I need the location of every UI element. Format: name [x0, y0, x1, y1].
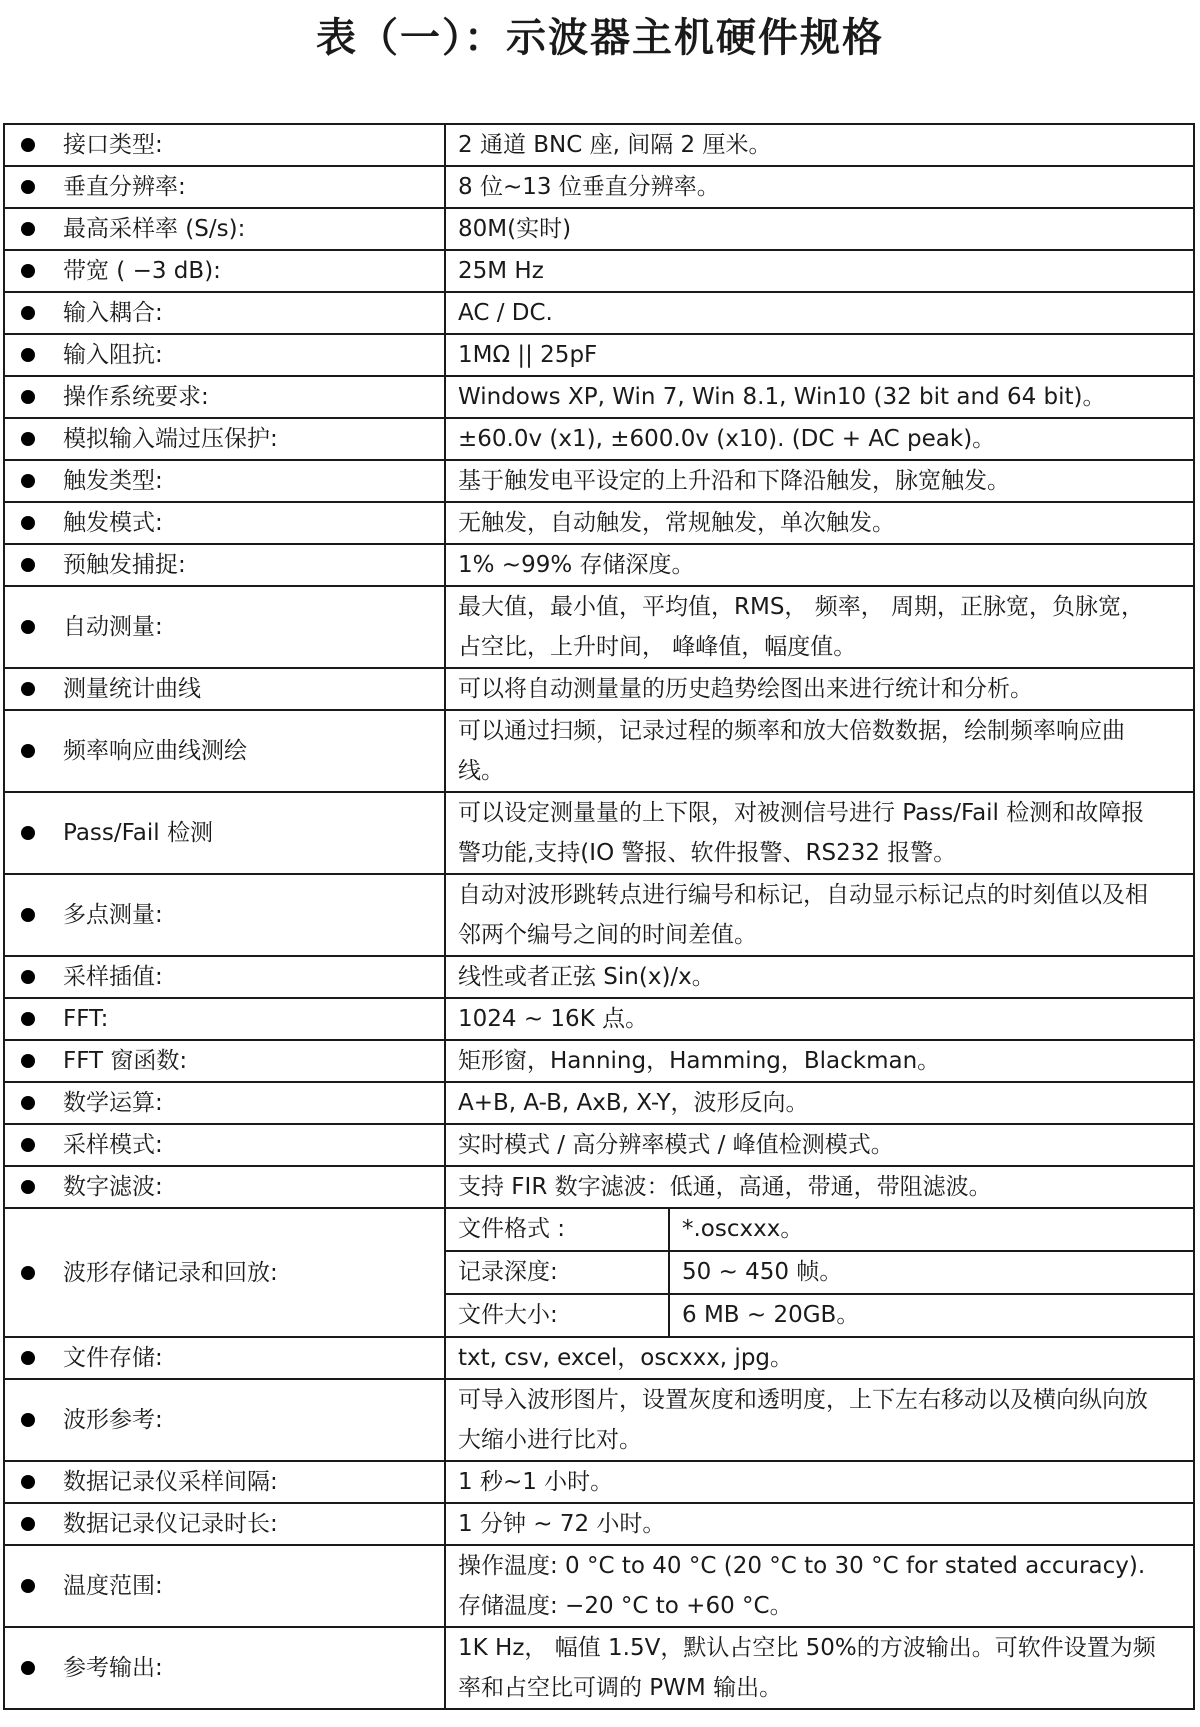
- spec-value-line: 1K Hz， 幅值 1.5V，默认占空比 50%的方波输出。可软件设置为频: [458, 1635, 1156, 1661]
- spec-name-cell: [4, 418, 445, 460]
- spec-value-cell: [445, 1379, 1194, 1461]
- spec-row: [4, 998, 1194, 1040]
- sub-value: 6 MB ~ 20GB。: [682, 1302, 860, 1328]
- bullet-icon: [21, 970, 35, 984]
- sub-key: 记录深度:: [446, 1251, 669, 1294]
- spec-value-cell: [445, 998, 1194, 1040]
- spec-value-cell: [445, 956, 1194, 998]
- spec-name-cell: [4, 166, 445, 208]
- spec-value-line: 2 通道 BNC 座, 间隔 2 厘米。: [458, 132, 772, 158]
- spec-name-cell: [4, 792, 445, 874]
- spec-value-cell: [445, 166, 1194, 208]
- spec-value-line: 线性或者正弦 Sin(x)/x。: [458, 964, 715, 990]
- bullet-icon: [21, 432, 35, 446]
- spec-value-cell: [445, 792, 1194, 874]
- sub-key: 文件格式 :: [446, 1209, 669, 1251]
- spec-row: [4, 460, 1194, 502]
- spec-row: [4, 1461, 1194, 1503]
- spec-name-cell: [4, 460, 445, 502]
- spec-row: [4, 1040, 1194, 1082]
- bullet-icon: [21, 1054, 35, 1068]
- bullet-icon: [21, 138, 35, 152]
- spec-value-line: 大缩小进行比对。: [458, 1427, 642, 1453]
- spec-value-line: A+B, A-B, AxB, X-Y，波形反向。: [458, 1090, 809, 1116]
- spec-row: [4, 544, 1194, 586]
- spec-row: [4, 334, 1194, 376]
- spec-name: 文件存储:: [63, 1345, 163, 1371]
- spec-name: 触发模式:: [63, 510, 163, 536]
- spec-value-cell: [445, 376, 1194, 418]
- bullet-icon: [21, 908, 35, 922]
- spec-name-cell: [4, 502, 445, 544]
- bullet-icon: [21, 1351, 35, 1365]
- spec-value-cell: [445, 1208, 1194, 1337]
- spec-value-line: 1 分钟 ~ 72 小时。: [458, 1511, 666, 1537]
- spec-name-cell: [4, 208, 445, 250]
- spec-name: 触发类型:: [63, 468, 163, 494]
- spec-value-cell: [445, 1040, 1194, 1082]
- spec-value-cell: [445, 250, 1194, 292]
- spec-row: [4, 250, 1194, 292]
- spec-value-cell: [445, 1503, 1194, 1545]
- spec-value-cell: [445, 418, 1194, 460]
- spec-name: 测量统计曲线: [63, 676, 201, 702]
- spec-row: [4, 1166, 1194, 1208]
- spec-value-cell: [445, 1627, 1194, 1709]
- spec-value-line: 80M(实时): [458, 216, 572, 242]
- spec-name-cell: [4, 544, 445, 586]
- spec-row: [4, 1379, 1194, 1461]
- spec-name: 波形存储记录和回放:: [63, 1259, 278, 1286]
- spec-value-line: 邻两个编号之间的时间差值。: [458, 922, 757, 948]
- spec-name: 自动测量:: [63, 614, 163, 640]
- spec-value-line: 实时模式 / 高分辨率模式 / 峰值检测模式。: [458, 1132, 894, 1158]
- bullet-icon: [21, 1266, 35, 1280]
- spec-name-cell: [4, 376, 445, 418]
- bullet-icon: [21, 180, 35, 194]
- spec-value-cell: [445, 208, 1194, 250]
- spec-value-cell: [445, 124, 1194, 166]
- bullet-icon: [21, 516, 35, 530]
- spec-name: 波形参考:: [63, 1407, 163, 1433]
- spec-name-cell: [4, 710, 445, 792]
- spec-value-line: 线。: [458, 758, 504, 784]
- spec-row: [4, 1337, 1194, 1379]
- spec-value-line: 无触发，自动触发，常规触发，单次触发。: [458, 510, 895, 536]
- spec-name: 接口类型:: [63, 132, 163, 158]
- spec-value-cell: [445, 1337, 1194, 1379]
- spec-value-line: 1024 ~ 16K 点。: [458, 1006, 649, 1032]
- bullet-icon: [21, 306, 35, 320]
- spec-name: 预触发捕捉:: [63, 552, 186, 578]
- spec-name: 最高采样率 (S/s):: [63, 216, 246, 242]
- spec-value-line: 率和占空比可调的 PWM 输出。: [458, 1675, 783, 1701]
- sub-row: [446, 1251, 1193, 1294]
- spec-value-cell: [445, 874, 1194, 956]
- spec-name: 数字滤波:: [63, 1174, 163, 1200]
- spec-row: [4, 1627, 1194, 1709]
- spec-name-cell: [4, 1379, 445, 1461]
- spec-name-cell: [4, 1337, 445, 1379]
- sub-row: [446, 1209, 1193, 1251]
- spec-value-line: 可以将自动测量量的历史趋势绘图出来进行统计和分析。: [458, 676, 1033, 702]
- spec-value-line: txt, csv, excel，oscxxx, jpg。: [458, 1345, 794, 1371]
- spec-name-cell: [4, 1545, 445, 1627]
- bullet-icon: [21, 390, 35, 404]
- sub-key: 文件大小:: [446, 1294, 669, 1336]
- bullet-icon: [21, 682, 35, 696]
- bullet-icon: [21, 1579, 35, 1593]
- spec-row: [4, 1208, 1194, 1337]
- spec-value-cell: [445, 1461, 1194, 1503]
- spec-value-line: 可导入波形图片，设置灰度和透明度，上下左右移动以及横向纵向放: [458, 1387, 1148, 1413]
- spec-name-cell: [4, 334, 445, 376]
- spec-name-cell: [4, 124, 445, 166]
- spec-name-cell: [4, 1166, 445, 1208]
- spec-value-line: 占空比，上升时间， 峰峰值，幅度值。: [458, 634, 857, 660]
- spec-value-line: 25M Hz: [458, 258, 544, 284]
- spec-value-cell: [445, 710, 1194, 792]
- spec-value-line: 基于触发电平设定的上升沿和下降沿触发，脉宽触发。: [458, 468, 1010, 494]
- sub-value: 50 ~ 450 帧。: [669, 1251, 1193, 1294]
- bullet-icon: [21, 1413, 35, 1427]
- spec-value-cell: [445, 586, 1194, 668]
- spec-name-cell: [4, 1124, 445, 1166]
- spec-row: [4, 166, 1194, 208]
- bullet-icon: [21, 1517, 35, 1531]
- spec-name: 多点测量:: [63, 902, 163, 928]
- spec-value-line: 1% ~99% 存储深度。: [458, 552, 695, 578]
- spec-row: [4, 1503, 1194, 1545]
- spec-name: 输入阻抗:: [63, 342, 163, 368]
- spec-name: Pass/Fail 检测: [63, 820, 213, 846]
- spec-name-cell: [4, 1208, 445, 1337]
- spec-name-cell: [4, 668, 445, 710]
- spec-name: 频率响应曲线测绘: [63, 738, 247, 764]
- sub-table: [446, 1209, 1193, 1336]
- spec-value-line: 矩形窗，Hanning，Hamming，Blackman。: [458, 1048, 941, 1074]
- spec-name: 参考输出:: [63, 1655, 163, 1681]
- spec-name: 垂直分辨率:: [63, 174, 186, 200]
- bullet-icon: [21, 222, 35, 236]
- spec-row: [4, 376, 1194, 418]
- page-title: 表（一）：示波器主机硬件规格: [316, 15, 884, 61]
- spec-row: [4, 292, 1194, 334]
- spec-name-cell: [4, 956, 445, 998]
- spec-value-cell: [445, 1124, 1194, 1166]
- bullet-icon: [21, 1012, 35, 1026]
- spec-name: 数据记录仪记录时长:: [63, 1511, 278, 1537]
- spec-value-cell: [445, 668, 1194, 710]
- bullet-icon: [21, 744, 35, 758]
- spec-value-cell: [445, 502, 1194, 544]
- spec-value-line: ±60.0v (x1), ±600.0v (x10). (DC + AC peak)。: [458, 426, 996, 452]
- spec-value-line: AC / DC.: [458, 300, 553, 326]
- bullet-icon: [21, 620, 35, 634]
- spec-name: FFT:: [63, 1006, 109, 1032]
- spec-name: 采样模式:: [63, 1132, 163, 1158]
- spec-row: [4, 956, 1194, 998]
- spec-name-cell: [4, 250, 445, 292]
- spec-value-cell: [445, 460, 1194, 502]
- spec-value-line: 存储温度: −20 °C to +60 °C。: [458, 1593, 793, 1619]
- spec-name: 采样插值:: [63, 964, 163, 990]
- spec-value-cell: [445, 292, 1194, 334]
- spec-value-line: 自动对波形跳转点进行编号和标记，自动显示标记点的时刻值以及相: [458, 882, 1148, 908]
- spec-name-cell: [4, 1503, 445, 1545]
- spec-row: [4, 124, 1194, 166]
- spec-row: [4, 1124, 1194, 1166]
- spec-name-cell: [4, 1040, 445, 1082]
- spec-value-cell: [445, 1082, 1194, 1124]
- spec-name: 数学运算:: [63, 1090, 163, 1116]
- spec-value-line: 可以通过扫频，记录过程的频率和放大倍数数据，绘制频率响应曲: [458, 718, 1125, 744]
- spec-row: [4, 874, 1194, 956]
- spec-value-cell: [445, 1166, 1194, 1208]
- spec-value-cell: [445, 544, 1194, 586]
- spec-row: [4, 1545, 1194, 1627]
- spec-name: 操作系统要求:: [63, 384, 209, 410]
- bullet-icon: [21, 1138, 35, 1152]
- spec-name-cell: [4, 292, 445, 334]
- spec-row: [4, 418, 1194, 460]
- spec-name: 模拟输入端过压保护:: [63, 426, 278, 452]
- bullet-icon: [21, 826, 35, 840]
- sub-row: [446, 1294, 1193, 1336]
- spec-name-cell: [4, 586, 445, 668]
- bullet-icon: [21, 558, 35, 572]
- spec-value-line: 1 秒~1 小时。: [458, 1469, 614, 1495]
- spec-value-line: 最大值，最小值，平均值，RMS， 频率， 周期，正脉宽，负脉宽，: [458, 594, 1145, 620]
- spec-table: [3, 123, 1195, 1710]
- bullet-icon: [21, 1096, 35, 1110]
- spec-value-line: 警功能,支持(IO 警报、软件报警、RS232 报警。: [458, 840, 957, 866]
- spec-name-cell: [4, 874, 445, 956]
- spec-row: [4, 710, 1194, 792]
- spec-value-cell: [445, 334, 1194, 376]
- bullet-icon: [21, 264, 35, 278]
- spec-row: [4, 668, 1194, 710]
- spec-value-cell: [445, 1545, 1194, 1627]
- spec-name-cell: [4, 1627, 445, 1709]
- spec-value-line: 可以设定测量量的上下限，对被测信号进行 Pass/Fail 检测和故障报: [458, 800, 1145, 826]
- spec-row: [4, 502, 1194, 544]
- spec-row: [4, 1082, 1194, 1124]
- spec-name: 带宽 ( −3 dB):: [63, 258, 221, 284]
- spec-name-cell: [4, 1082, 445, 1124]
- spec-row: [4, 586, 1194, 668]
- spec-name-cell: [4, 998, 445, 1040]
- spec-row: [4, 792, 1194, 874]
- spec-row: [4, 208, 1194, 250]
- bullet-icon: [21, 348, 35, 362]
- sub-value: *.oscxxx。: [669, 1209, 1193, 1251]
- spec-value-line: 操作温度: 0 °C to 40 °C (20 °C to 30 °C for stated accuracy).: [458, 1553, 1146, 1579]
- spec-value-line: 支持 FIR 数字滤波：低通，高通，带通，带阻滤波。: [458, 1174, 992, 1200]
- spec-name: 数据记录仪采样间隔:: [63, 1469, 278, 1495]
- spec-name: 温度范围:: [63, 1573, 163, 1599]
- bullet-icon: [21, 1180, 35, 1194]
- spec-name-cell: [4, 1461, 445, 1503]
- bullet-icon: [21, 474, 35, 488]
- spec-value-line: Windows XP, Win 7, Win 8.1, Win10 (32 bit and 64 bit)。: [458, 384, 1106, 410]
- spec-value-line: 8 位~13 位垂直分辨率。: [458, 174, 720, 200]
- bullet-icon: [21, 1661, 35, 1675]
- spec-name: 输入耦合:: [63, 300, 163, 326]
- spec-name: FFT 窗函数:: [63, 1048, 188, 1074]
- bullet-icon: [21, 1475, 35, 1489]
- spec-value-line: 1MΩ || 25pF: [458, 342, 598, 368]
